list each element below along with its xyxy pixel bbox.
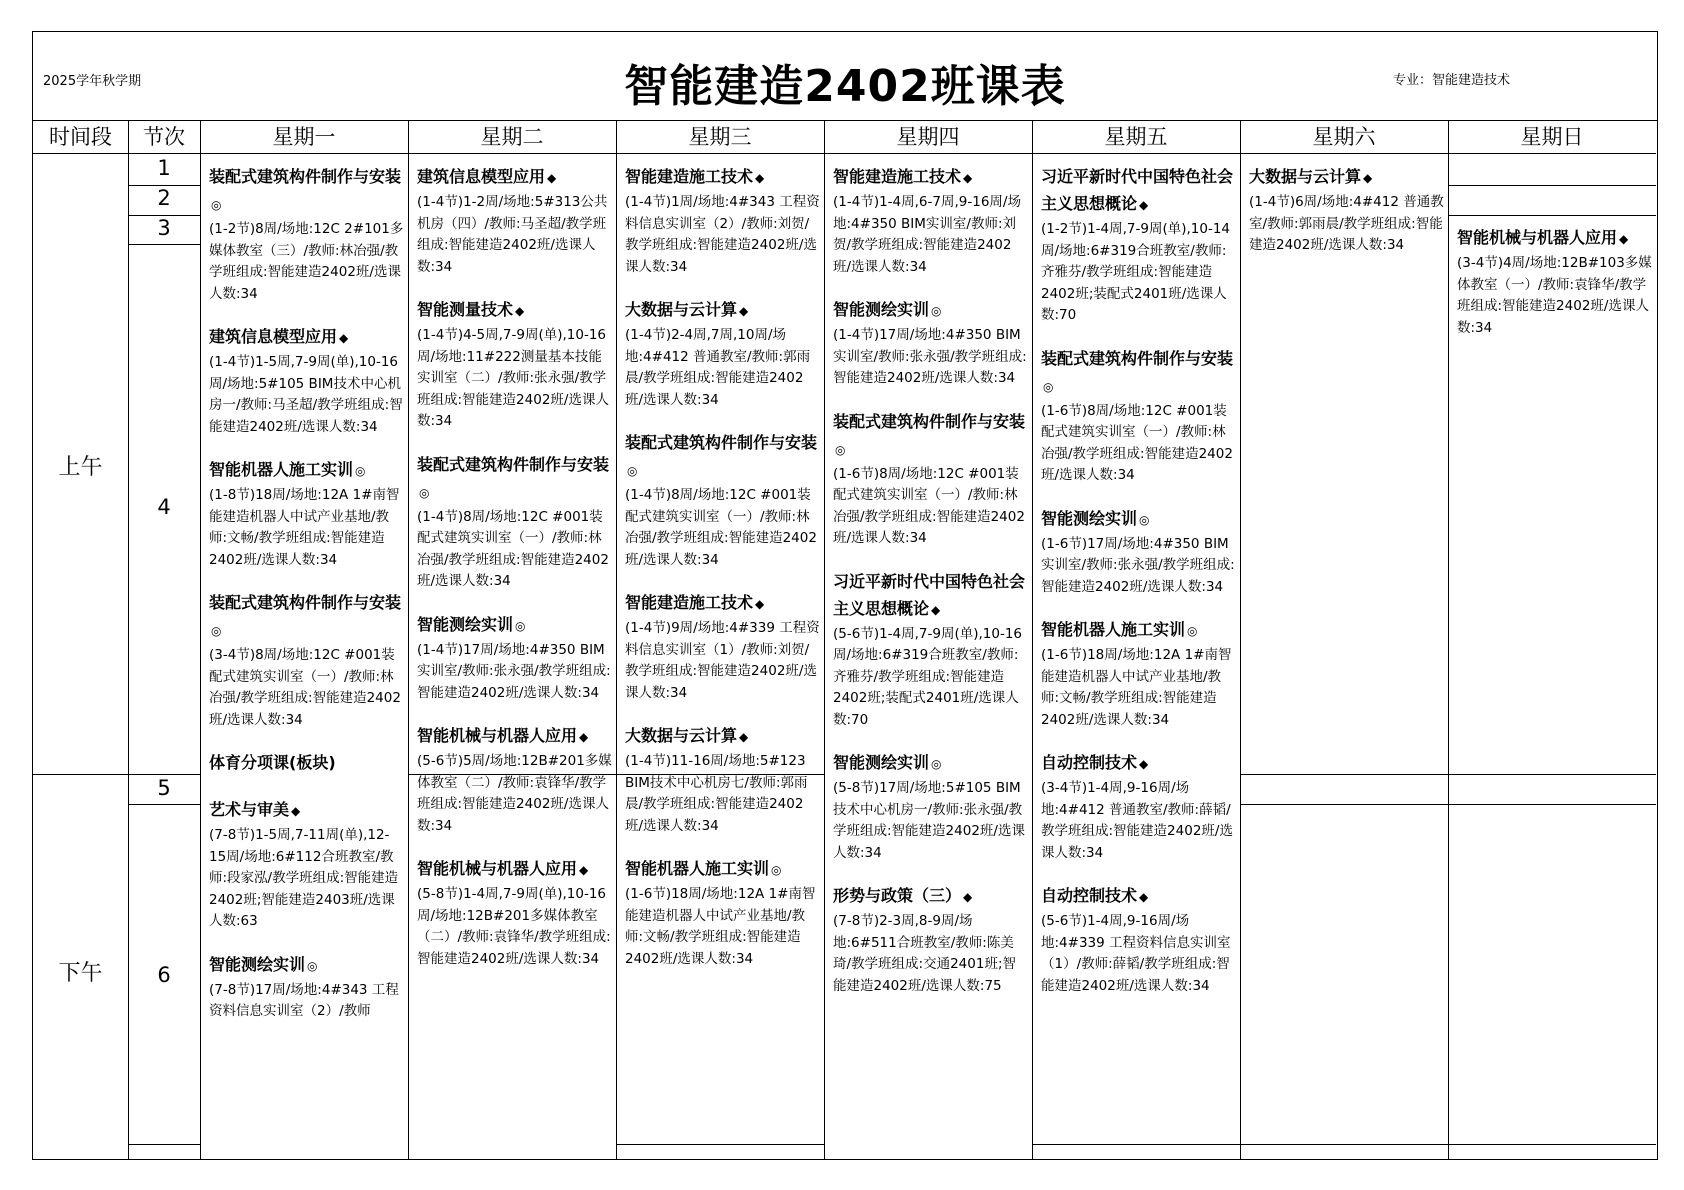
day-column-fri [1032, 154, 1240, 1154]
course-detail: (1-4节)1-4周,6-7周,9-16周/场地:4#350 BIM实训室/教师:刘贺/教学班组成:智能建造2402班/选课人数:34 [833, 194, 1021, 275]
course-detail: (3-4节)4周/场地:12B#103多媒体教室（一）/教师:袁锋华/教学班组成:智能建造2402班/选课人数:34 [1457, 255, 1652, 336]
course-type-marker: ◆ [1363, 171, 1373, 185]
course-detail: (7-8节)17周/场地:4#343 工程资料信息实训室（2）/教师 [209, 981, 399, 1019]
course-type-marker: ◆ [755, 597, 765, 611]
course-name: 智能建造施工技术 ◆ [625, 167, 765, 186]
course-name: 智能测量技术 ◆ [417, 300, 525, 319]
course-type-marker: ◆ [739, 304, 749, 318]
col-header-sat: 星期六 [1240, 121, 1448, 154]
slot-6: 6 [157, 963, 171, 987]
course-type-marker: ◆ [339, 331, 349, 345]
course-detail: (1-4节)11-16周/场地:5#123 BIM技术中心机房七/教师:郭雨晨/教学班组成:智能建造2402班/选课人数:34 [625, 753, 808, 834]
course-name: 大数据与云计算 ◆ [625, 300, 749, 319]
course-name: 智能机器人施工实训 ◎ [1041, 620, 1198, 639]
course-detail: (1-4节)17周/场地:4#350 BIM实训室/教师:张永强/教学班组成:智能建造2402班/选课人数:34 [417, 641, 611, 701]
course-name: 建筑信息模型应用 ◆ [209, 327, 349, 346]
course-type-marker: ◎ [835, 442, 846, 457]
course-entry [625, 589, 820, 704]
course-entry [209, 951, 404, 1023]
course-type-marker: ◆ [1139, 198, 1149, 212]
course-entry [1041, 505, 1236, 599]
course-entry [625, 296, 820, 411]
course-type-marker: ◎ [1187, 624, 1198, 638]
course-detail: (1-4节)17周/场地:4#350 BIM实训室/教师:张永强/教学班组成:智能建造2402班/选课人数:34 [833, 327, 1027, 386]
course-type-marker: ◎ [931, 757, 942, 771]
course-name: 大数据与云计算 ◆ [625, 726, 749, 745]
course-type-marker: ◎ [771, 863, 782, 877]
term-label: 2025学年秋学期 [43, 74, 142, 89]
course-entry [209, 323, 404, 438]
course-entry [417, 722, 612, 837]
course-name: 大数据与云计算 ◆ [1249, 167, 1373, 186]
course-name: 习近平新时代中国特色社会主义思想概论 ◆ [1041, 167, 1234, 213]
course-name: 装配式建筑构件制作与安装◎ [417, 454, 610, 500]
slot-4: 4 [157, 495, 171, 519]
course-name: 装配式建筑构件制作与安装◎ [1041, 348, 1234, 394]
day-column-thu [824, 154, 1032, 1154]
course-entry [1041, 749, 1236, 864]
course-detail: (1-6节)8周/场地:12C #001装配式建筑实训室（一）/教师:林冶强/教学班组成:智能建造2402班/选课人数:34 [1041, 402, 1233, 483]
course-type-marker: ◆ [1139, 757, 1149, 771]
course-type-marker: ◎ [211, 198, 222, 212]
course-detail: (1-2节)8周/场地:12C 2#101多媒体教室（三）/教师:林冶强/教学班组成:智能建造2402班/选课人数:34 [209, 221, 404, 302]
course-entry [1041, 163, 1236, 327]
course-detail: (1-4节)8周/场地:12C #001装配式建筑实训室（一）/教师:林冶强/教学班组成:智能建造2402班/选课人数:34 [417, 508, 609, 589]
course-entry [833, 163, 1028, 278]
day-column-sat [1240, 154, 1448, 774]
course-detail: (1-6节)17周/场地:4#350 BIM实训室/教师:张永强/教学班组成:智能建造2402班/选课人数:34 [1041, 535, 1235, 595]
course-detail: (3-4节)8周/场地:12C #001装配式建筑实训室（一）/教师:林冶强/教学班组成:智能建造2402班/选课人数:34 [209, 647, 401, 728]
period-pm: 下午 [58, 961, 103, 986]
course-entry [209, 163, 404, 305]
course-name: 智能测绘实训 ◎ [833, 753, 942, 772]
day-column-tue [408, 154, 616, 1154]
course-name: 智能机械与机器人应用 ◆ [417, 726, 589, 745]
slot-2: 2 [157, 186, 171, 210]
course-entry [833, 749, 1028, 864]
course-name: 智能测绘实训 ◎ [417, 614, 526, 634]
course-entry [1249, 163, 1444, 257]
col-header-mon: 星期一 [200, 121, 408, 154]
course-detail: (1-4节)6周/场地:4#412 普通教室/教师:郭雨晨/教学班组成:智能建造2402班/选课人数:34 [1249, 194, 1444, 253]
course-detail: (7-8节)1-5周,7-11周(单),12-15周/场地:6#112合班教室/教师:段家泓/教学班组成:智能建造2402班;智能建造2403班/选课人数:63 [209, 827, 399, 929]
course-detail: (5-8节)17周/场地:5#105 BIM技术中心机房一/教师:张永强/教学班组成:智能建造2402班/选课人数:34 [833, 780, 1025, 861]
course-name: 智能机械与机器人应用 ◆ [1457, 228, 1629, 247]
period-am: 上午 [58, 455, 103, 480]
slot-5: 5 [157, 776, 171, 800]
course-type-marker: ◎ [211, 624, 222, 638]
course-type-marker: ◎ [419, 485, 430, 500]
course-name: 艺术与审美 ◆ [209, 800, 301, 819]
col-header-wed: 星期三 [616, 121, 824, 154]
page-title: 智能建造2402班课表 [624, 61, 1066, 112]
course-detail: (1-4节)4-5周,7-9周(单),10-16周/场地:11#222测量基本技能实训室（二）/教师:张永强/教学班组成:智能建造2402班/选课人数:34 [417, 327, 609, 429]
course-type-marker: ◎ [1139, 512, 1150, 527]
major-label: 专业：智能建造技术 [1393, 73, 1511, 88]
course-entry [417, 611, 612, 705]
course-detail: (1-4节)9周/场地:4#339 工程资料信息实训室（1）/教师:刘贺/教学班组成:智能建造2402班/选课人数:34 [625, 620, 820, 701]
course-detail: (1-4节)1周/场地:4#343 工程资料信息实训室（2）/教师:刘贺/教学班组成:智能建造2402班/选课人数:34 [625, 194, 820, 275]
course-type-marker: ◆ [579, 730, 589, 744]
course-type-marker: ◎ [515, 618, 526, 633]
course-name: 习近平新时代中国特色社会主义思想概论 ◆ [833, 571, 1026, 618]
course-detail: (1-4节)1-5周,7-9周(单),10-16周/场地:5#105 BIM技术中心机房一/教师:马圣超/教学班组成:智能建造2402班/选课人数:34 [209, 354, 403, 435]
course-entry [209, 796, 404, 933]
course-detail: (5-6节)1-4周,7-9周(单),10-16周/场地:6#319合班教室/教师:齐雅芬/教学班组成:智能建造2402班;装配式2401班/选课人数:70 [833, 625, 1023, 728]
course-type-marker: ◎ [307, 958, 318, 973]
course-detail: (1-8节)18周/场地:12A 1#南智能建造机器人中试产业基地/教师:文畅/教学班组成:智能建造2402班/选课人数:34 [209, 487, 400, 568]
course-detail: (5-6节)5周/场地:12B#201多媒体教室（二）/教师:袁锋华/教学班组成:智能建造2402班/选课人数:34 [417, 753, 612, 834]
course-entry [1041, 882, 1236, 997]
course-name: 装配式建筑构件制作与安装◎ [833, 411, 1026, 457]
course-entry [1041, 345, 1236, 487]
course-type-marker: ◆ [1139, 890, 1149, 904]
course-entry [833, 568, 1028, 732]
course-name: 自动控制技术 ◆ [1041, 753, 1149, 772]
col-header-tue: 星期二 [408, 121, 616, 154]
course-type-marker: ◆ [1619, 232, 1629, 246]
course-entry [209, 749, 404, 778]
course-type-marker: ◆ [739, 730, 749, 744]
course-type-marker: ◎ [355, 464, 366, 478]
day-column-wed [616, 154, 824, 1154]
course-type-marker: ◎ [1043, 379, 1054, 394]
course-entry [625, 722, 820, 837]
course-name: 装配式建筑构件制作与安装◎ [209, 167, 402, 212]
course-entry [833, 296, 1028, 390]
course-entry [417, 296, 612, 433]
course-name: 智能测绘实训 ◎ [1041, 508, 1150, 528]
course-name: 装配式建筑构件制作与安装◎ [209, 593, 402, 638]
course-entry [625, 163, 820, 278]
timetable-header [33, 32, 1657, 121]
course-name: 装配式建筑构件制作与安装◎ [625, 433, 818, 478]
course-detail: (1-4节)1-2周/场地:5#313公共机房（四）/教师:马圣超/教学班组成:智能建造2402班/选课人数:34 [417, 194, 608, 275]
slot-1: 1 [157, 156, 171, 180]
course-name: 形势与政策（三） ◆ [833, 886, 973, 905]
course-type-marker: ◆ [963, 171, 973, 185]
course-detail: (1-6节)8周/场地:12C #001装配式建筑实训室（一）/教师:林冶强/教学班组成:智能建造2402班/选课人数:34 [833, 465, 1025, 546]
course-name: 自动控制技术 ◆ [1041, 886, 1149, 905]
course-name: 智能建造施工技术 ◆ [625, 593, 765, 612]
course-detail: (3-4节)1-4周,9-16周/场地:4#412 普通教室/教师:薛韬/教学班组成:智能建造2402班/选课人数:34 [1041, 780, 1233, 861]
course-type-marker: ◆ [291, 804, 301, 818]
course-type-marker: ◆ [515, 304, 525, 318]
course-name: 建筑信息模型应用 ◆ [417, 167, 557, 186]
col-header-period: 时间段 [33, 121, 128, 154]
col-header-thu: 星期四 [824, 121, 1032, 154]
course-name: 智能机器人施工实训 ◎ [209, 460, 366, 479]
course-name: 智能建造施工技术 ◆ [833, 167, 973, 186]
course-type-marker: ◆ [931, 602, 941, 617]
col-header-fri: 星期五 [1032, 121, 1240, 154]
day-column-sun [1448, 154, 1656, 734]
course-entry [209, 589, 404, 731]
course-name: 智能机器人施工实训 ◎ [625, 859, 782, 878]
course-entry [1457, 224, 1652, 339]
col-header-sun: 星期日 [1448, 121, 1656, 154]
timetable [32, 31, 1658, 1160]
course-entry [833, 882, 1028, 997]
day-column-mon [200, 154, 408, 1154]
course-type-marker: ◆ [963, 890, 973, 904]
course-detail: (1-4节)2-4周,7周,10周/场地:4#412 普通教室/教师:郭雨晨/教学班组成:智能建造2402班/选课人数:34 [625, 327, 811, 408]
col-header-slot: 节次 [128, 121, 200, 154]
course-type-marker: ◆ [579, 863, 589, 877]
course-type-marker: ◎ [627, 464, 638, 478]
course-entry [209, 456, 404, 571]
course-detail: (1-6节)18周/场地:12A 1#南智能建造机器人中试产业基地/教师:文畅/教学班组成:智能建造2402班/选课人数:34 [625, 886, 816, 967]
course-type-marker: ◎ [931, 304, 942, 318]
course-entry [1041, 616, 1236, 731]
course-entry [417, 163, 612, 278]
course-detail: (1-4节)8周/场地:12C #001装配式建筑实训室（一）/教师:林冶强/教学班组成:智能建造2402班/选课人数:34 [625, 487, 817, 568]
course-detail: (1-2节)1-4周,7-9周(单),10-14周/场地:6#319合班教室/教师:齐雅芬/教学班组成:智能建造2402班;装配式2401班/选课人数:70 [1041, 221, 1231, 323]
course-entry [833, 408, 1028, 550]
course-type-marker: ◆ [547, 171, 557, 185]
course-detail: (1-6节)18周/场地:12A 1#南智能建造机器人中试产业基地/教师:文畅/教学班组成:智能建造2402班/选课人数:34 [1041, 647, 1232, 728]
course-name: 智能测绘实训 ◎ [209, 954, 318, 974]
course-detail: (5-8节)1-4周,7-9周(单),10-16周/场地:12B#201多媒体教室（二）/教师:袁锋华/教学班组成:智能建造2402班/选课人数:34 [417, 886, 611, 967]
course-detail: (5-6节)1-4周,9-16周/场地:4#339 工程资料信息实训室（1）/教师:薛韬/教学班组成:智能建造2402班/选课人数:34 [1041, 913, 1231, 994]
course-name: 智能机械与机器人应用 ◆ [417, 859, 589, 878]
course-entry [625, 429, 820, 571]
slot-3: 3 [157, 216, 171, 240]
course-type-marker: ◆ [755, 171, 765, 185]
course-entry [417, 855, 612, 970]
course-entry [417, 451, 612, 593]
course-entry [625, 855, 820, 970]
course-name: 体育分项课(板块) [209, 753, 336, 772]
course-name: 智能测绘实训 ◎ [833, 300, 942, 319]
course-detail: (7-8节)2-3周,8-9周/场地:6#511合班教室/教师:陈美琦/教学班组成:交通2401班;智能建造2402班/选课人数:75 [833, 913, 1017, 994]
